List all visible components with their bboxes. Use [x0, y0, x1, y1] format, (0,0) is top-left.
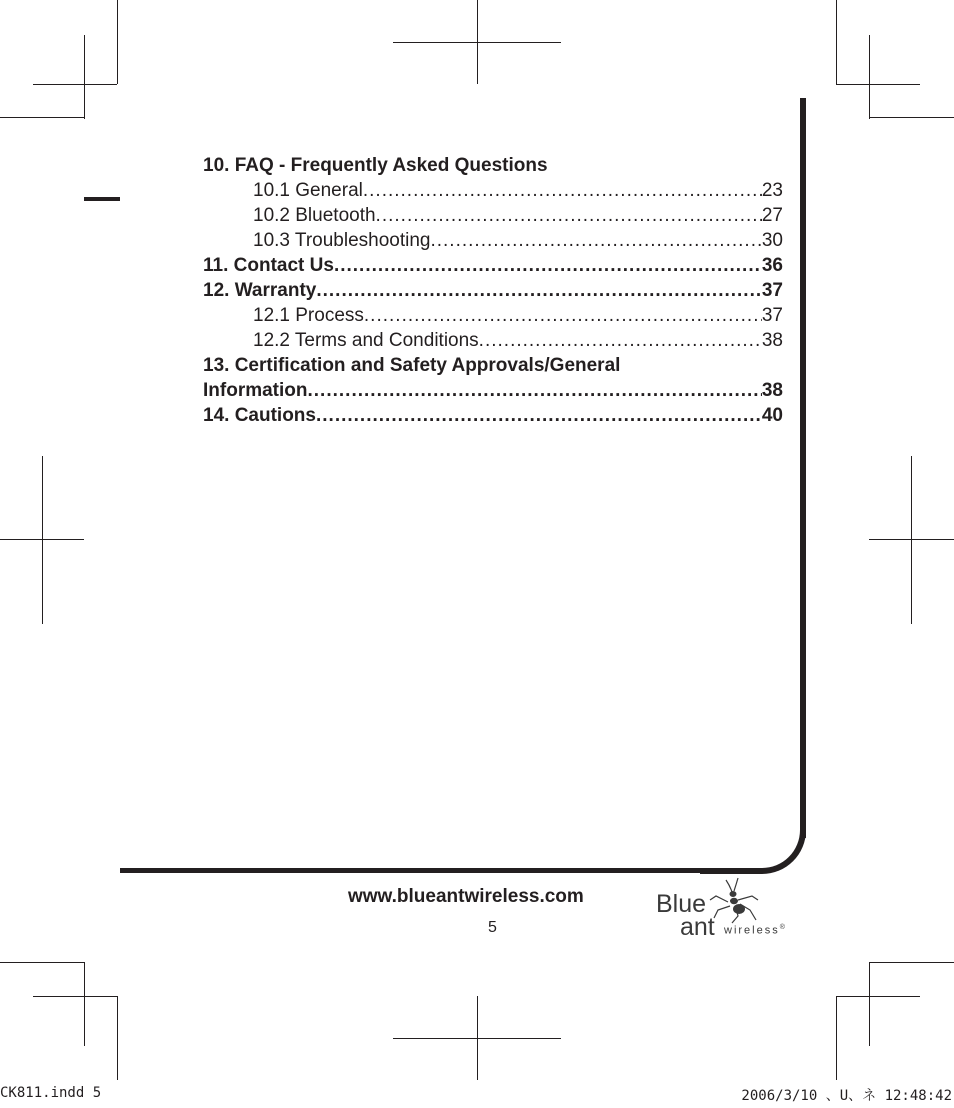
toc-entry[interactable]: Information ..... 38: [203, 380, 783, 405]
crop-mark: [33, 84, 117, 85]
toc-entry[interactable]: 10. FAQ - Frequently Asked Questions: [203, 155, 548, 176]
leader-dots: [316, 405, 762, 427]
blueant-logo: [656, 876, 796, 941]
toc-entry[interactable]: 11. Contact Us ..... 36: [203, 255, 783, 280]
margin-dash: [84, 197, 120, 201]
page-number: 5: [488, 919, 497, 936]
print-slug-left: CK811.indd 5: [0, 1085, 102, 1101]
toc-entry[interactable]: 14. Cautions ..... 40: [203, 405, 783, 430]
crop-mark: [911, 456, 912, 624]
crop-mark: [869, 35, 870, 119]
leader-dots: [430, 230, 761, 252]
leader-dots: [334, 255, 762, 277]
crop-mark: [869, 962, 870, 1046]
toc-entry[interactable]: 12. Warranty ..... 37: [203, 280, 783, 305]
page-frame-corner: [700, 776, 806, 874]
toc-entry[interactable]: 10.1 General ..... 23: [203, 180, 783, 205]
ant-icon: [708, 876, 760, 924]
crop-mark: [0, 539, 84, 540]
table-of-contents: [203, 155, 783, 430]
toc-entry[interactable]: 13. Certification and Safety Approvals/General: [203, 355, 621, 376]
print-slug-right: 2006/3/10 、U、ネ 12:48:42: [741, 1088, 952, 1104]
toc-entry[interactable]: 10.3 Troubleshooting ..... 30: [203, 230, 783, 255]
crop-mark: [42, 456, 43, 624]
crop-mark: [869, 962, 954, 963]
leader-dots: [363, 180, 762, 202]
crop-mark: [117, 996, 118, 1080]
logo-word-wireless: wireless®: [724, 924, 785, 937]
leader-dots: [308, 380, 762, 402]
leader-dots: [479, 330, 762, 352]
crop-mark: [836, 996, 837, 1080]
crop-mark: [84, 962, 85, 1046]
logo-word-blue: Blue: [656, 890, 707, 918]
page-frame-right: [800, 98, 806, 838]
crop-mark: [84, 35, 85, 119]
crop-mark: [393, 1038, 561, 1039]
toc-entry[interactable]: 10.2 Bluetooth ..... 27: [203, 205, 783, 230]
crop-mark: [117, 0, 118, 84]
crop-mark: [0, 962, 84, 963]
page-frame-bottom: [120, 868, 760, 873]
crop-mark: [33, 996, 117, 997]
toc-entry[interactable]: 12.2 Terms and Conditions ..... 38: [203, 330, 783, 355]
leader-dots: [316, 280, 762, 302]
leader-dots: [364, 305, 762, 327]
crop-mark: [836, 996, 920, 997]
logo-word-ant: ant: [680, 913, 715, 941]
crop-mark: [836, 84, 920, 85]
crop-mark: [869, 117, 954, 118]
toc-entry[interactable]: 12.1 Process ..... 37: [203, 305, 783, 330]
crop-mark: [836, 0, 837, 84]
website-url[interactable]: www.blueantwireless.com: [348, 886, 584, 907]
crop-mark: [0, 117, 84, 118]
leader-dots: [376, 205, 762, 227]
crop-mark: [869, 539, 954, 540]
crop-mark: [393, 42, 561, 43]
